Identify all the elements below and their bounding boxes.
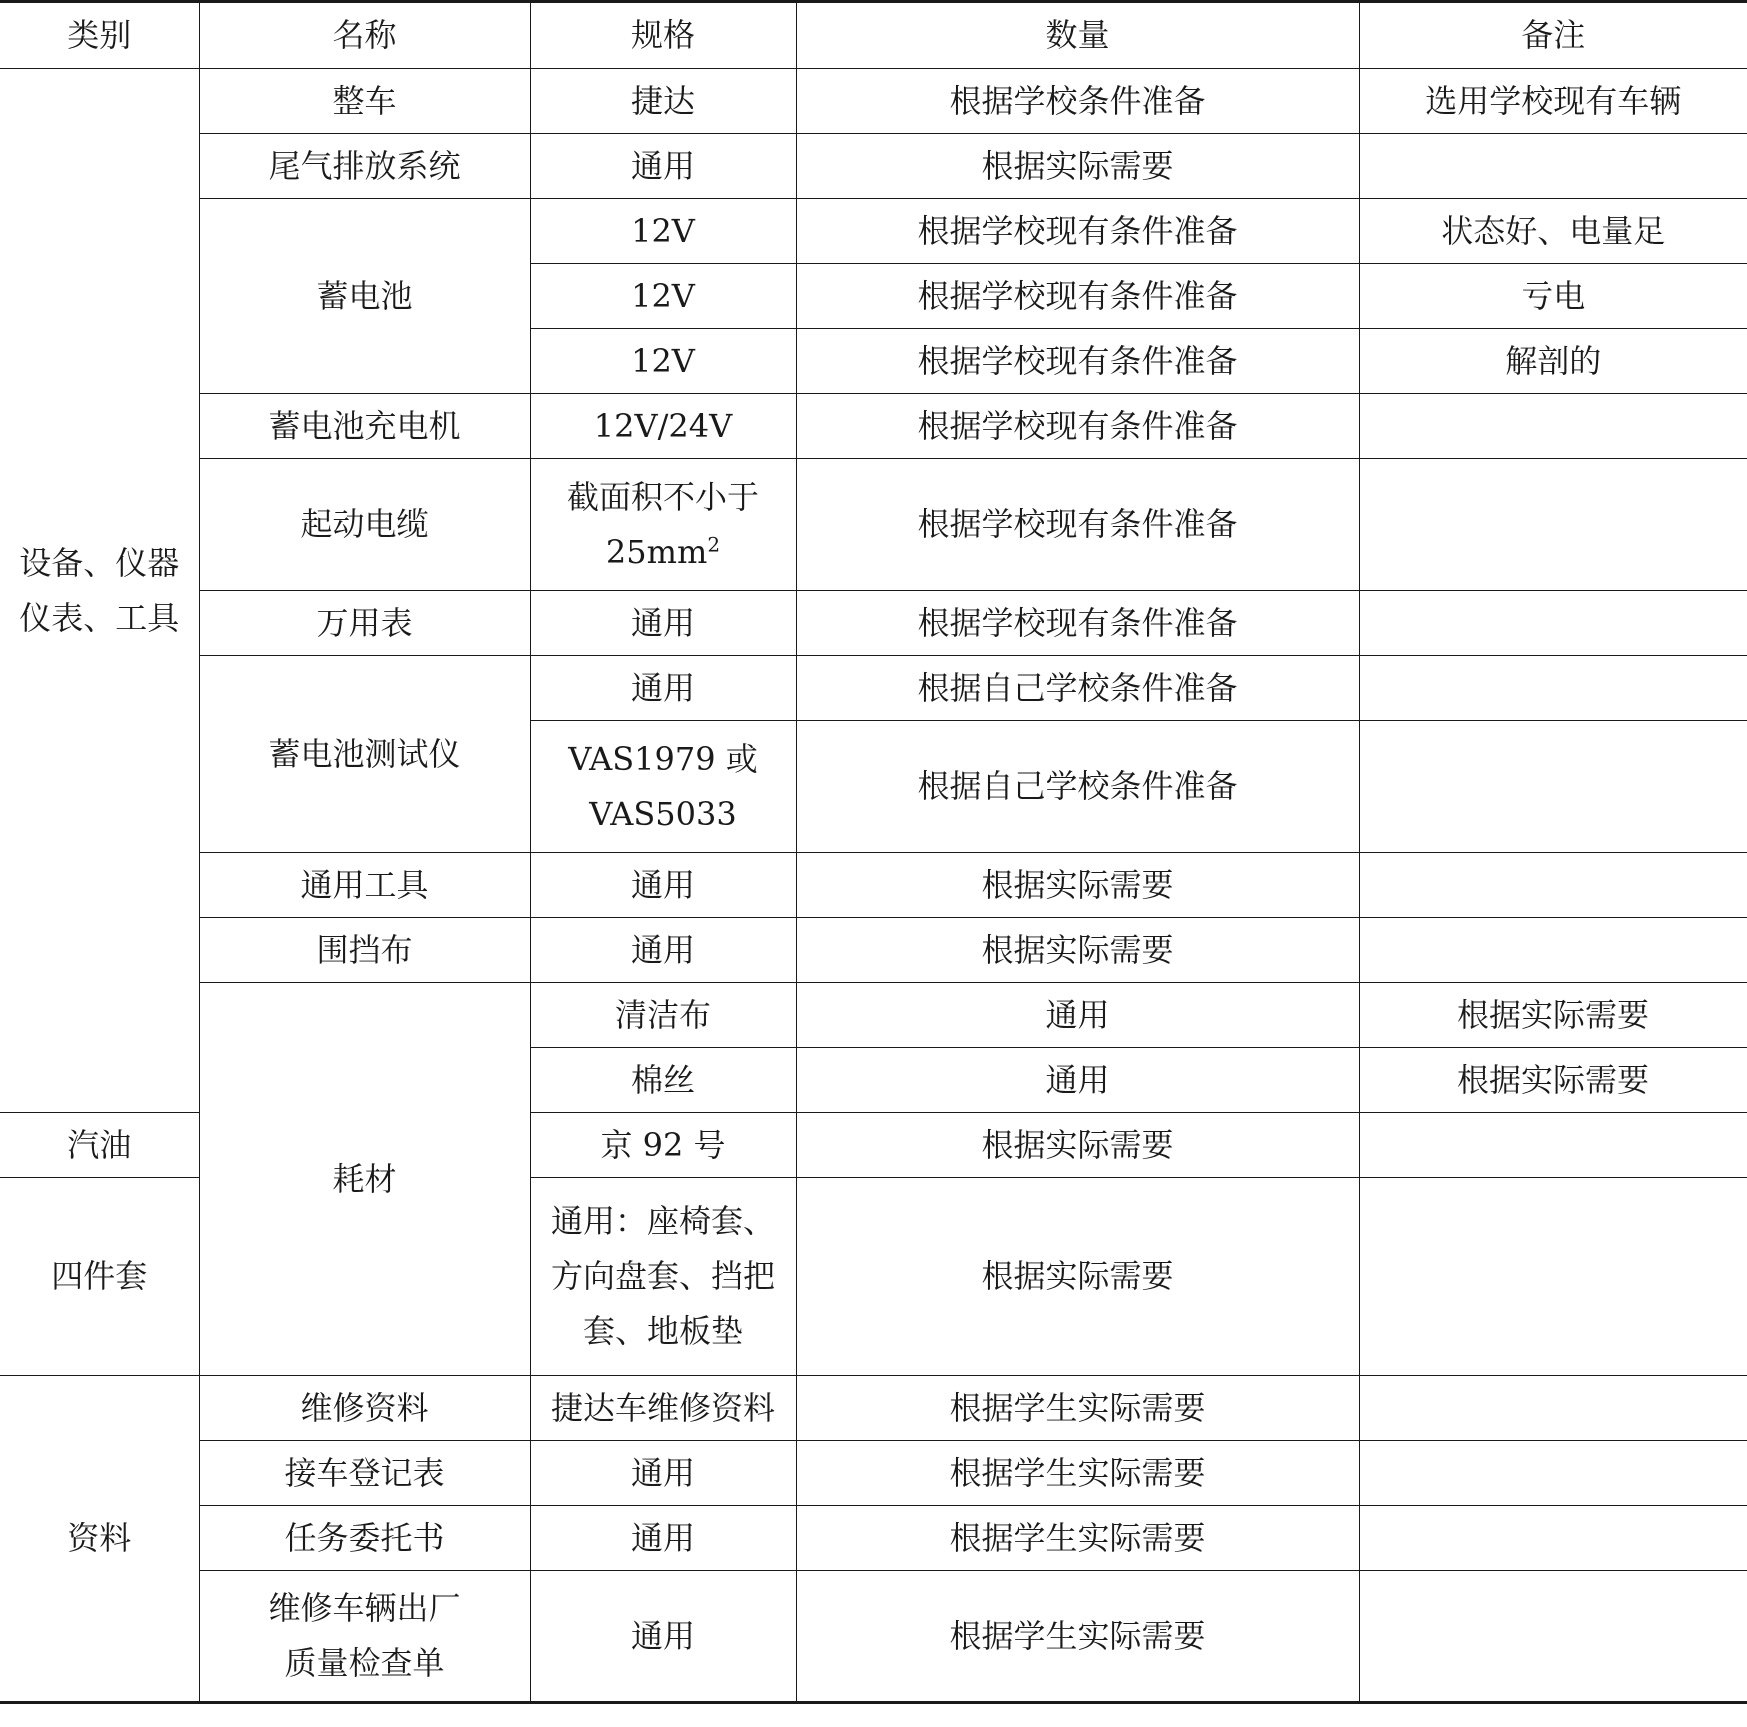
item-note: 选用学校现有车辆	[1359, 69, 1747, 134]
item-spec: 通用	[796, 1048, 1359, 1113]
item-note	[1359, 1441, 1747, 1506]
header-row	[0, 2, 1747, 69]
item-name: 接车登记表	[199, 1441, 530, 1506]
category-equipment: 设备、仪器 仪表、工具	[0, 69, 199, 1113]
item-quantity: 根据学校现有条件准备	[796, 459, 1359, 591]
table-row	[0, 656, 1747, 721]
table-row	[0, 1376, 1747, 1441]
item-note	[1359, 591, 1747, 656]
item-quantity: 根据学校现有条件准备	[796, 591, 1359, 656]
item-quantity: 根据实际需要	[796, 918, 1359, 983]
item-note	[1359, 1113, 1747, 1178]
item-quantity: 根据自己学校条件准备	[796, 721, 1359, 853]
item-note	[1359, 394, 1747, 459]
item-spec: 通用	[530, 1506, 796, 1571]
item-spec: 通用	[530, 656, 796, 721]
item-quantity: 根据实际需要	[796, 134, 1359, 199]
item-spec: 12V	[530, 199, 796, 264]
spec-text: 截面积不小于	[566, 477, 759, 516]
item-note	[1359, 656, 1747, 721]
item-quantity: 根据学生实际需要	[796, 1376, 1359, 1441]
table-row	[0, 459, 1747, 591]
item-name: 维修车辆出厂 质量检查单	[199, 1571, 530, 1703]
header-category: 类别	[0, 2, 199, 69]
item-note	[1359, 918, 1747, 983]
item-quantity: 根据学校现有条件准备	[796, 199, 1359, 264]
item-spec: 通用	[530, 1441, 796, 1506]
item-quantity: 根据实际需要	[796, 853, 1359, 918]
item-note	[1359, 853, 1747, 918]
item-note: 状态好、电量足	[1359, 199, 1747, 264]
table-row	[0, 1441, 1747, 1506]
header-name: 名称	[199, 2, 530, 69]
item-spec: VAS1979 或 VAS5033	[530, 721, 796, 853]
item-name: 尾气排放系统	[199, 134, 530, 199]
item-note	[1359, 459, 1747, 591]
item-note	[1359, 1506, 1747, 1571]
item-spec: 12V	[530, 264, 796, 329]
header-quantity: 数量	[796, 2, 1359, 69]
table-row	[0, 1506, 1747, 1571]
item-quantity: 根据学校条件准备	[796, 69, 1359, 134]
item-spec: 通用：座椅套、 方向盘套、挡把 套、地板垫	[530, 1178, 796, 1376]
item-spec: 通用	[530, 918, 796, 983]
table-row	[0, 983, 1747, 1048]
item-note: 亏电	[1359, 264, 1747, 329]
item-quantity: 根据学校现有条件准备	[796, 264, 1359, 329]
item-note	[1359, 721, 1747, 853]
item-name: 蓄电池充电机	[199, 394, 530, 459]
spec-value: 25mm	[605, 532, 708, 571]
item-quantity: 根据实际需要	[796, 1178, 1359, 1376]
item-note	[1359, 1571, 1747, 1703]
item-name: 维修资料	[199, 1376, 530, 1441]
item-quantity: 根据学校现有条件准备	[796, 394, 1359, 459]
item-quantity: 根据实际需要	[796, 1113, 1359, 1178]
item-note	[1359, 1178, 1747, 1376]
item-spec: 通用	[530, 591, 796, 656]
table-row	[0, 853, 1747, 918]
item-spec: 12V	[530, 329, 796, 394]
item-spec: 捷达车维修资料	[530, 1376, 796, 1441]
item-quantity: 根据学生实际需要	[796, 1571, 1359, 1703]
table-row	[0, 591, 1747, 656]
item-spec: 京 92 号	[530, 1113, 796, 1178]
category-consumables: 耗材	[199, 983, 530, 1376]
item-name: 整车	[199, 69, 530, 134]
item-name: 蓄电池测试仪	[199, 656, 530, 853]
table-row	[0, 134, 1747, 199]
spec-exponent: 2	[707, 531, 721, 556]
item-name: 万用表	[199, 591, 530, 656]
item-spec: 捷达	[530, 69, 796, 134]
item-name: 蓄电池	[199, 199, 530, 394]
item-quantity: 根据实际需要	[1359, 1048, 1747, 1113]
category-documents: 资料	[0, 1376, 199, 1703]
item-note	[1359, 1376, 1747, 1441]
item-name: 棉丝	[530, 1048, 796, 1113]
item-name: 任务委托书	[199, 1506, 530, 1571]
item-name: 围挡布	[199, 918, 530, 983]
item-name: 起动电缆	[199, 459, 530, 591]
item-note	[1359, 134, 1747, 199]
table-row	[0, 199, 1747, 264]
item-quantity: 根据自己学校条件准备	[796, 656, 1359, 721]
item-name: 清洁布	[530, 983, 796, 1048]
item-spec: 通用	[530, 134, 796, 199]
item-note: 解剖的	[1359, 329, 1747, 394]
table-row	[0, 69, 1747, 134]
item-quantity: 根据学校现有条件准备	[796, 329, 1359, 394]
item-spec: 通用	[796, 983, 1359, 1048]
item-name: 通用工具	[199, 853, 530, 918]
table-row	[0, 1571, 1747, 1703]
header-spec: 规格	[530, 2, 796, 69]
item-quantity: 根据实际需要	[1359, 983, 1747, 1048]
item-quantity: 根据学生实际需要	[796, 1441, 1359, 1506]
item-spec	[530, 459, 796, 591]
item-name: 汽油	[0, 1113, 199, 1178]
item-spec: 12V/24V	[530, 394, 796, 459]
table-row	[0, 918, 1747, 983]
item-name: 四件套	[0, 1178, 199, 1376]
item-spec: 通用	[530, 1571, 796, 1703]
item-spec: 通用	[530, 853, 796, 918]
header-note: 备注	[1359, 2, 1747, 69]
table-row	[0, 394, 1747, 459]
item-quantity: 根据学生实际需要	[796, 1506, 1359, 1571]
